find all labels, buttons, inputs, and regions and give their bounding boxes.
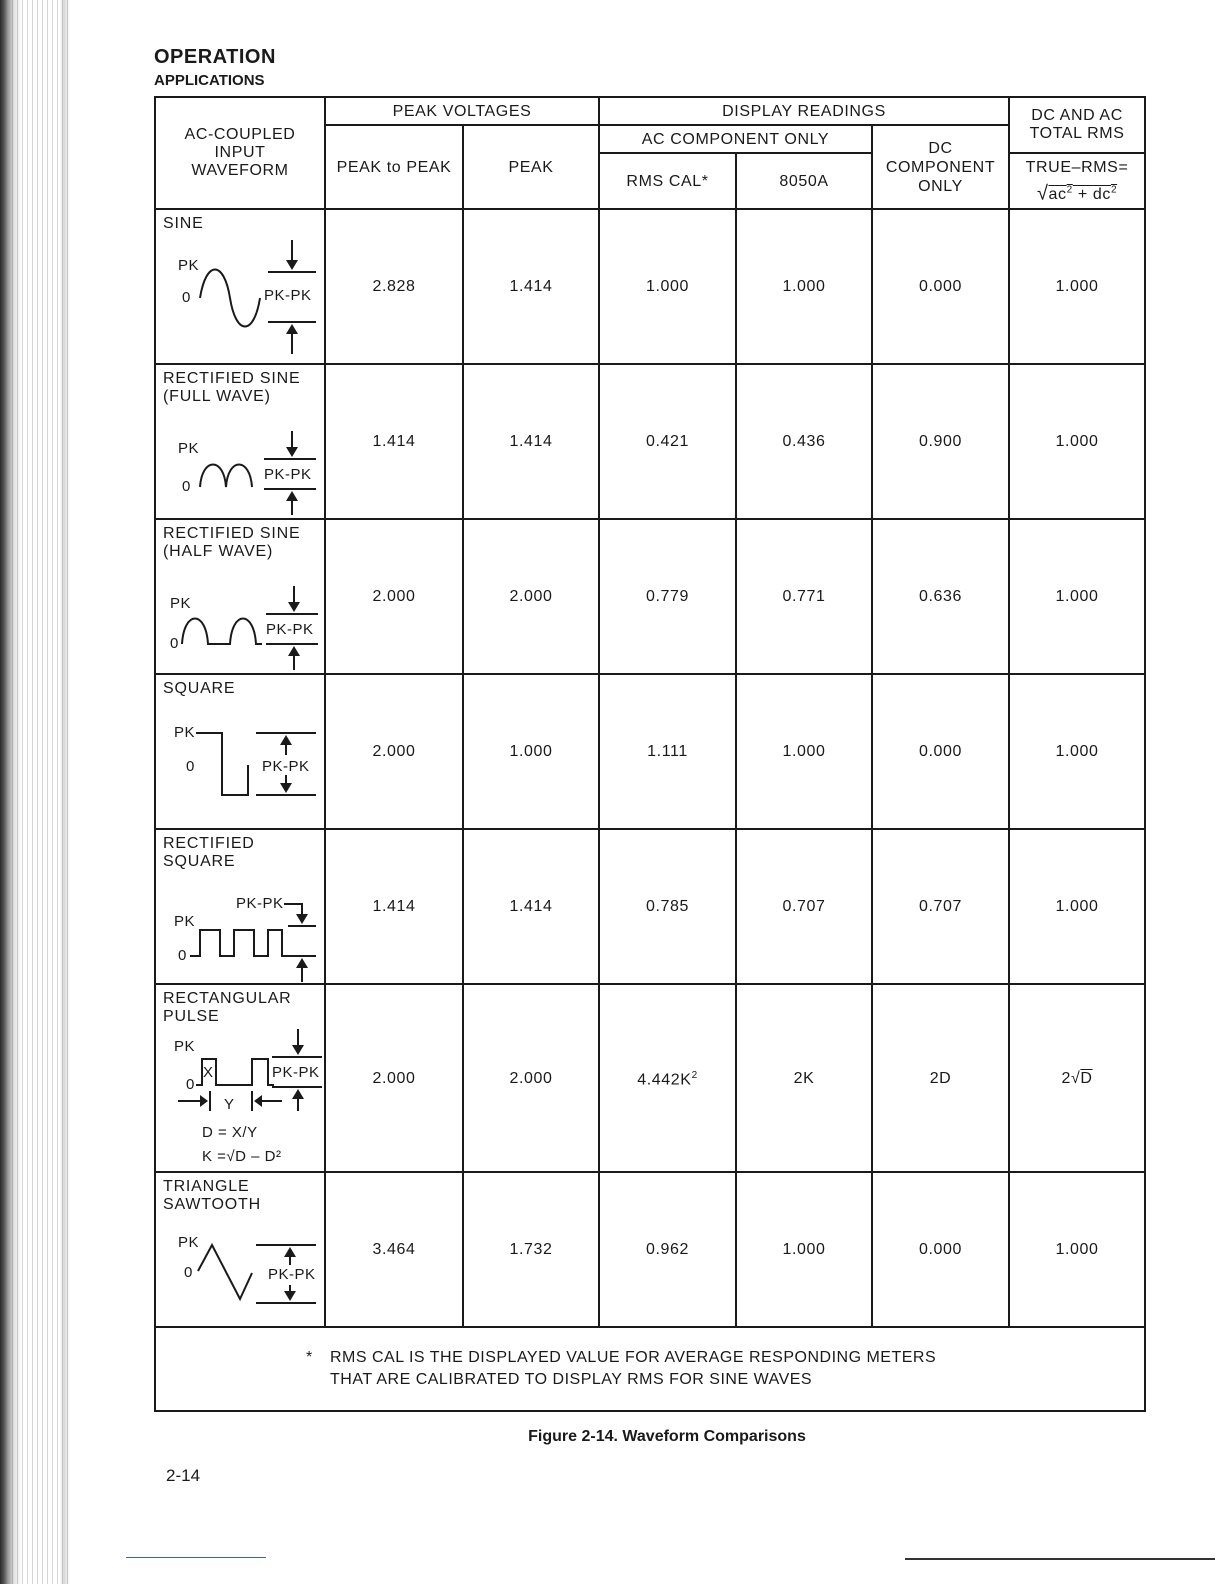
value-rms-cal: 0.779 (599, 519, 736, 674)
formula-dc: + dc (1077, 186, 1111, 204)
top-arrow-head (286, 260, 298, 270)
top-arrow-head (286, 447, 298, 457)
d-definition: D = X/Y (202, 1124, 258, 1141)
value-rms-cal: 0.785 (599, 829, 736, 984)
figure-caption (0, 1428, 1224, 1446)
header-dc-component-only: DC COMPONENT ONLY (872, 125, 1009, 209)
table-row-triangle-sawtooth (155, 1172, 1145, 1327)
waveform-table-container (154, 96, 1144, 1412)
table-row-rectified-square (155, 829, 1145, 984)
zero-label: 0 (186, 1076, 195, 1093)
page-header (154, 46, 276, 89)
sine-waveform-icon (156, 210, 326, 365)
waveform-name: TRIANGLE SAWTOOTH (163, 1178, 261, 1213)
value-pk-pk: 1.414 (325, 364, 463, 519)
rectified-square-waveform-icon (156, 830, 326, 985)
formula-ac: ac (1048, 186, 1067, 204)
top-arrow-head (288, 602, 300, 612)
footnote-text (330, 1347, 936, 1391)
footnote-line-1: RMS CAL IS THE DISPLAYED VALUE FOR AVERAGE RESPONDING METERS (330, 1349, 937, 1366)
bottom-right-rule (905, 1558, 1215, 1560)
square-waveform-icon (156, 675, 326, 830)
value-peak: 1.414 (463, 364, 599, 519)
value-pk-pk: 1.414 (325, 829, 463, 984)
value-pk-pk: 2.000 (325, 674, 463, 829)
bottom-left-rule (126, 1557, 266, 1558)
value-peak: 1.732 (463, 1172, 599, 1327)
formula-ac-squared: 2 (1066, 184, 1073, 196)
waveform-cell-square (155, 674, 325, 829)
table-row-square (155, 674, 1145, 829)
header-peak-to-peak: PEAK to PEAK (325, 125, 463, 209)
value-8050a: 0.707 (736, 829, 872, 984)
y-left-arrow-head (200, 1095, 208, 1107)
header-display-readings: DISPLAY READINGS (599, 97, 1009, 125)
pk-pk-label: PK-PK (236, 895, 284, 912)
value-rms-cal: 0.962 (599, 1172, 736, 1327)
waveform-name: SINE (163, 215, 204, 232)
square-wave-path (196, 733, 248, 795)
value-true-rms: 1.000 (1009, 364, 1145, 519)
header-peak: PEAK (463, 125, 599, 209)
pk-label: PK (174, 724, 196, 741)
value-pk-pk: 3.464 (325, 1172, 463, 1327)
value-rms-cal: 0.421 (599, 364, 736, 519)
rectangular-pulse-waveform-icon (156, 985, 326, 1173)
value-peak: 2.000 (463, 519, 599, 674)
pk-label: PK (170, 595, 192, 612)
table-row-rectified-sine-half (155, 519, 1145, 674)
binding-edge (0, 0, 70, 1584)
waveform-cell-rectangular-pulse (155, 984, 325, 1172)
waveform-name: RECTANGULAR PULSE (163, 990, 292, 1025)
pk-pk-label: PK-PK (266, 621, 314, 638)
subsection-title: APPLICATIONS (154, 72, 265, 89)
triangle-waveform-icon (156, 1173, 326, 1328)
value-pk-pk: 2.828 (325, 209, 463, 364)
value-dc: 0.000 (872, 674, 1009, 829)
footnote-line-2: THAT ARE CALIBRATED TO DISPLAY RMS FOR SINE WAVES (330, 1371, 813, 1388)
sqrt-sign: √ (1071, 1069, 1081, 1087)
header-8050a: 8050A (736, 153, 872, 209)
true-rms-formula (1010, 181, 1144, 204)
true-rms-prefix: 2 (1061, 1069, 1071, 1087)
k-definition: K =√D – D² (202, 1148, 282, 1165)
zero-label: 0 (178, 947, 187, 964)
table-row-sine (155, 209, 1145, 364)
top-arrow-head (296, 914, 308, 924)
value-8050a: 1.000 (736, 674, 872, 829)
waveform-cell-triangle-sawtooth (155, 1172, 325, 1327)
bottom-arrow-head (280, 783, 292, 793)
pk-label: PK (178, 1234, 200, 1251)
waveform-name: SQUARE (163, 680, 236, 697)
value-8050a: 1.000 (736, 1172, 872, 1327)
waveform-comparison-table (154, 96, 1146, 1412)
value-dc: 0.707 (872, 829, 1009, 984)
value-peak: 1.414 (463, 209, 599, 364)
true-rms-root: D (1080, 1069, 1093, 1087)
pk-pk-label: PK-PK (272, 1064, 320, 1081)
value-8050a: 1.000 (736, 209, 872, 364)
value-true-rms: 1.000 (1009, 1172, 1145, 1327)
y-label: Y (224, 1096, 235, 1113)
value-true-rms (1009, 984, 1145, 1172)
pk-label: PK (178, 257, 200, 274)
waveform-name: RECTIFIED SINE (FULL WAVE) (163, 370, 301, 405)
value-8050a: 2K (736, 984, 872, 1172)
value-dc: 0.900 (872, 364, 1009, 519)
pk-pk-label: PK-PK (262, 758, 310, 775)
true-rms-label: TRUE–RMS= (1025, 158, 1129, 176)
rms-cal-squared: 2 (691, 1070, 698, 1082)
pk-label: PK (174, 1038, 196, 1055)
waveform-name: RECTIFIED SINE (HALF WAVE) (163, 525, 301, 560)
header-total-rms: DC AND AC TOTAL RMS (1009, 97, 1145, 153)
table-row-rectangular-pulse (155, 984, 1145, 1172)
value-true-rms: 1.000 (1009, 209, 1145, 364)
page-number: 2-14 (166, 1466, 201, 1485)
value-dc: 0.000 (872, 209, 1009, 364)
pk-pk-label: PK-PK (268, 1266, 316, 1283)
waveform-cell-rectified-square (155, 829, 325, 984)
header-true-rms (1009, 153, 1145, 209)
value-dc: 2D (872, 984, 1009, 1172)
value-8050a: 0.771 (736, 519, 872, 674)
value-rms-cal (599, 984, 736, 1172)
header-rms-cal: RMS CAL* (599, 153, 736, 209)
figure-caption-text: Figure 2-14. Waveform Comparisons (528, 1428, 806, 1445)
sine-curve (200, 270, 260, 327)
waveform-name: RECTIFIED SQUARE (163, 835, 255, 870)
value-pk-pk: 2.000 (325, 984, 463, 1172)
value-rms-cal: 1.000 (599, 209, 736, 364)
value-pk-pk: 2.000 (325, 519, 463, 674)
section-title: OPERATION (154, 46, 276, 68)
triangle-path (198, 1245, 252, 1299)
value-dc: 0.636 (872, 519, 1009, 674)
value-rms-cal: 1.111 (599, 674, 736, 829)
bottom-arrow-head (284, 1291, 296, 1301)
footnote (306, 1347, 1144, 1391)
full-wave-curve (200, 465, 252, 488)
header-peak-voltages: PEAK VOLTAGES (325, 97, 599, 125)
waveform-cell-rectified-sine-full (155, 364, 325, 519)
zero-label: 0 (170, 635, 179, 652)
value-8050a: 0.436 (736, 364, 872, 519)
zero-label: 0 (182, 478, 191, 495)
pk-pk-label: PK-PK (264, 287, 312, 304)
zero-label: 0 (186, 758, 195, 775)
pk-label: PK (178, 440, 200, 457)
zero-label: 0 (184, 1264, 193, 1281)
footnote-star: * (306, 1349, 313, 1366)
value-peak: 1.414 (463, 829, 599, 984)
sqrt-sign: √ (1036, 182, 1049, 205)
header-waveform: AC-COUPLED INPUT WAVEFORM (155, 97, 325, 209)
table-row-rectified-sine-full (155, 364, 1145, 519)
half-wave-curve (182, 619, 262, 645)
rms-cal-base: 4.442K (637, 1071, 692, 1089)
value-true-rms: 1.000 (1009, 519, 1145, 674)
waveform-cell-rectified-sine-half (155, 519, 325, 674)
header-ac-component-only: AC COMPONENT ONLY (599, 125, 872, 153)
formula-dc-squared: 2 (1110, 184, 1118, 196)
waveform-cell-sine (155, 209, 325, 364)
x-label: X (203, 1064, 214, 1081)
value-true-rms: 1.000 (1009, 829, 1145, 984)
value-peak: 1.000 (463, 674, 599, 829)
footnote-cell (155, 1327, 1145, 1411)
value-true-rms: 1.000 (1009, 674, 1145, 829)
pk-label: PK (174, 913, 196, 930)
rectified-square-path (190, 930, 290, 956)
rectified-sine-half-waveform-icon (156, 520, 326, 675)
rectified-sine-full-waveform-icon (156, 365, 326, 520)
value-dc: 0.000 (872, 1172, 1009, 1327)
top-arrow-head (292, 1045, 304, 1055)
pk-pk-label: PK-PK (264, 466, 312, 483)
sqrt-body (1049, 186, 1118, 203)
zero-label: 0 (182, 289, 191, 306)
value-peak: 2.000 (463, 984, 599, 1172)
